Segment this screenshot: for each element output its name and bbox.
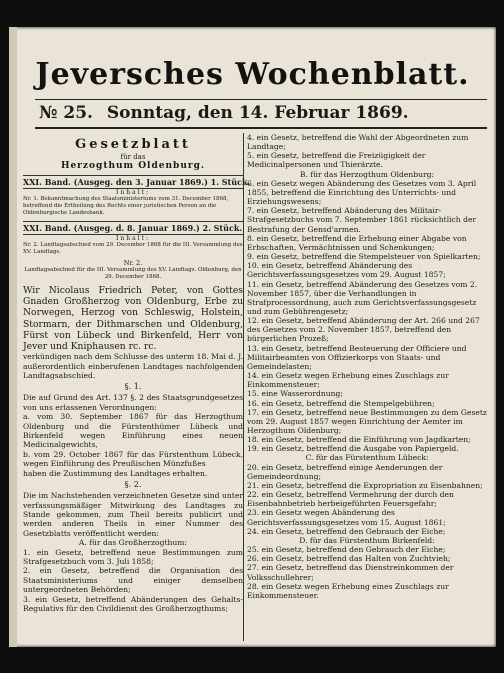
list-item: 17. ein Gesetz, betreffend neue Bestimmungen zu dem Gesetz vom 29. August 1857 wegen Einrichtung der Aemter im Herzogthum Oldenburg; (247, 407, 487, 435)
list-item: 14. ein Gesetz wegen Erhebung eines Zuschlags zur Einkommensteuer; (247, 371, 449, 390)
list-item: 19. ein Gesetz, betreffend die Ausgabe von Papiergeld. (247, 444, 459, 454)
masthead-rule-top (35, 99, 487, 100)
list-item: 10. ein Gesetz, betreffend Abänderung des Gerichtsverfassungsgesetzes vom 29. August 1857; (247, 261, 446, 280)
list-item: 4. ein Gesetz, betreffend die Wahl der Abgeordneten zum Landtage; (247, 133, 469, 152)
list-item: 7. ein Gesetz, betreffend Abänderung des Militair-Strafgesetzbuchs vom 7. September 1861 rücksichtlich der Bestrafung der Gensd'armen. (247, 206, 477, 234)
band-line-2: XXI. Band. (Ausgeg. d. 8. Januar 1869.) 2. Stück. (23, 223, 243, 233)
list-item: 12. ein Gesetz, betreffend Abänderung der Art. 266 und 267 des Gesetzes vom 2. November 1857, betreffend den bürgerlichen Prozeß; (247, 316, 480, 344)
section-2-item: 3. ein Gesetz, betreffend Abänderungen des Gehalts-Regulativs für den Civildienst des Großherzogthums; (23, 594, 243, 613)
list-item: 26. ein Gesetz, betreffend das Halten von Zuchtvieh; (247, 554, 451, 564)
list-subheading: C. für das Fürstenthum Lübeck: (305, 453, 429, 463)
nr-caption: Landtagsabschied für die III. Versammlung des XV. Landtags. Oldenburg, den 29. December 1868. (24, 267, 242, 280)
list-item: 5. ein Gesetz, betreffend die Freizügigkeit der Medicinalpersonen und Thierärzte. (247, 151, 426, 170)
list-item: 16. ein Gesetz, betreffend die Stempelgebühren; (247, 398, 435, 408)
list-item: 6. ein Gesetz wegen Abänderung des Gesetzes vom 3. April 1855, betreffend die Einrichtung des Unterrichts- und Erziehungswesens; (247, 178, 477, 207)
list-item: 21. ein Gesetz, betreffend die Expropriation zu Eisenbahnen; (247, 480, 483, 490)
section-1-end: haben die Zustimmung des Landtages erhalten. (23, 468, 208, 478)
proclamation: Wir Nicolaus Friedrich Peter, von Gottes Gnaden Großherzog von Oldenburg, Erbe zu Norwegen, Herzog von Schleswig, Holstein, Stormarn, der Dithmarschen und Oldenburg, Fürst von Lübeck und Birkenfeld, Herr von Jever und Kniphausen rc. rc. (23, 285, 243, 353)
list-item: 27. ein Gesetz, betreffend das Dienstreinkommen der Volksschullehrer; (247, 563, 454, 582)
column-divider (243, 133, 244, 641)
list-item: 8. ein Gesetz, betreffend die Erhebung einer Abgabe von Erbschaften, Vermächtnissen und Schenkungen; (247, 233, 467, 252)
section-2-heading: §. 2. (124, 480, 142, 490)
issue-date: Sonntag, den 14. Februar 1869. (106, 103, 409, 123)
list-item: 20. ein Gesetz, betreffend einige Aenderungen der Gemeindeordnung; (247, 462, 443, 481)
list-item: 22. ein Gesetz, betreffend Vermehrung der durch den Eisenbahnbetrieb herbeigeführten Feuersgefahr; (247, 490, 454, 509)
list-item: 24. ein Gesetz, betreffend den Gebrauch der Eiche; (247, 526, 446, 536)
list-subheading: D. für das Fürstenthum Birkenfeld: (299, 535, 435, 545)
right-column (247, 133, 487, 600)
list-item: 23. ein Gesetz wegen Abänderung des Gerichtsverfassungsgesetzes vom 15. August 1861; (247, 508, 446, 527)
nr-heading: Nr. 2. (123, 259, 143, 267)
section-1-text: Die auf Grund des Art. 137 §. 2 des Staatsgrundgesetzes von uns erlassenen Verordnungen: (23, 393, 243, 412)
section-1-item-b: b. vom 29. October 1867 für das Fürstenthum Lübeck, wegen Einführung des Preußischen Münzfußes (23, 449, 243, 469)
newspaper-page (9, 27, 496, 647)
inhalt-label-2: Inhalt: (115, 235, 151, 242)
section-1-heading: §. 1. (124, 382, 142, 392)
list-item: 28. ein Gesetz wegen Erhebung eines Zuschlags zur Einkommensteuer. (247, 581, 449, 600)
masthead-title: Jeversches Wochenblatt. (35, 57, 470, 92)
list-item: 11. ein Gesetz, betreffend Abänderung des Gesetzes vom 2. November 1857, über die Verhandlungen in Strafprocessordnung, auch zum Gerichtsverfassungsgesetz und zum Gebührengesetz; (247, 279, 478, 316)
issue-line (39, 103, 479, 123)
list-item: 13. ein Gesetz, betreffend Besteuerung der Officiere und Militairbeamten von Offizierkorps von Staats- und Gemeindelasten; (247, 343, 467, 371)
proclamation-tail: verkündigen nach dem Schlusse des unterm 18. Mai d. J. außerordentlich einberufenen Landtages nachfolgenden Landtagsabschied. (23, 352, 243, 381)
inhalt-text-1: Nr. 1. Bekanntmachung des Staatsministeriums vom 31. December 1868, betreffend die Ertheilung des Rechts einer juristischen Person an die Oldenburgische Landesbank. (23, 196, 229, 216)
section-1-item-a: a. vom 30. September 1867 für das Herzogthum Oldenburg und die Fürstenthümer Lübeck und Birkenfeld wegen Einführung eines neuen Medicinalgewichts, (23, 412, 243, 450)
band-line-1: XXI. Band. (Ausgeg. den 3. Januar 1869.) 1. Stück. (23, 177, 251, 187)
section-2-subhead-a: A. für das Großherzogthum: (78, 538, 188, 548)
list-item: 25. ein Gesetz, betreffend den Gebrauch der Eiche; (247, 545, 446, 555)
section-2-item: 2. ein Gesetz, betreffend die Organisation des Staatsministeriums und einiger demselben untergeordneten Behörden; (23, 566, 243, 595)
masthead-rule-bottom (35, 127, 487, 129)
page-edge (9, 27, 17, 647)
list-subheading: B. für das Herzogthum Oldenburg: (299, 169, 435, 179)
gesetzblatt-for: für das (120, 153, 146, 161)
gesetzblatt-duchy: Herzogthum Oldenburg. (60, 161, 206, 171)
issue-number: № 25. (39, 103, 93, 123)
section-2-item: 1. ein Gesetz, betreffend neue Bestimmungen zum Strafgesetzbuch vom 3. Juli 1858; (23, 547, 243, 566)
inhalt-text-2: Nr. 2. Landtagsabschied vom 29. December 1868 für die III. Versammlung des XV. Landtags. (23, 242, 243, 255)
gesetzblatt-title: Gesetzblatt (75, 137, 191, 152)
list-item: 15. eine Wasserordnung; (247, 389, 343, 399)
list-item: 9. ein Gesetz, betreffend die Stempelsteuer von Spielkarten; (247, 252, 481, 262)
inhalt-label-1: Inhalt: (115, 189, 151, 196)
list-item: 18. ein Gesetz, betreffend die Einführung von Jagdkarten; (247, 435, 471, 445)
section-2-text: Die im Nachstehenden verzeichneten Gesetze sind unter verfassungsmäßiger Mitwirkung des Landtages zu Stande gekommen, zum Theil bereits publicirt und werden anderen Theils in einer Nummer des Gesetzblatts veröffentlicht werden: (23, 491, 243, 538)
left-column (23, 133, 251, 613)
